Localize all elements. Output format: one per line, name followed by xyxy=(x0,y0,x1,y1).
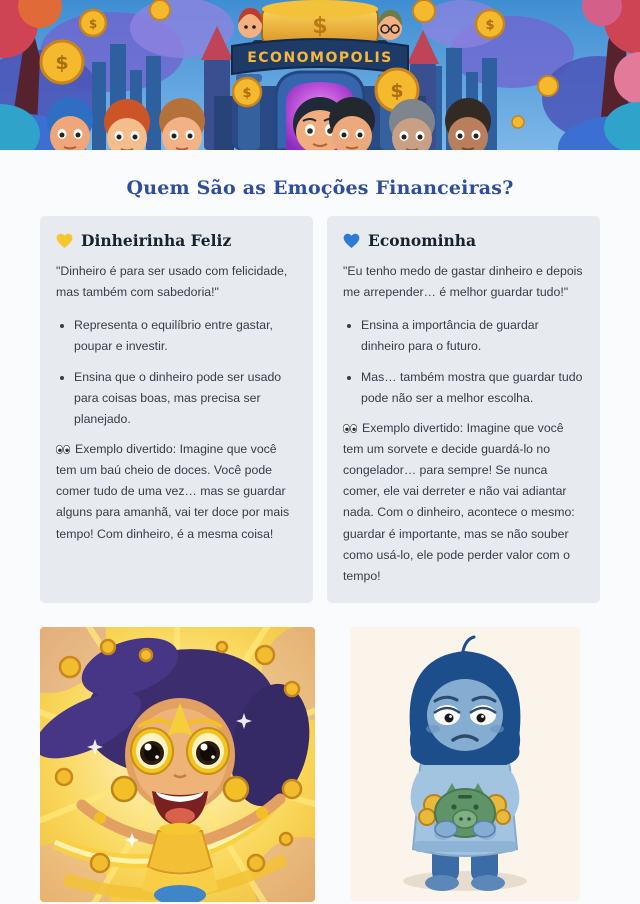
blue-heart-icon xyxy=(343,233,360,249)
coin-dollar: $ xyxy=(55,52,69,74)
kid-head xyxy=(104,99,150,150)
earring-right xyxy=(224,777,248,801)
econominha-illustration xyxy=(350,627,580,901)
dinheirinha-feliz-illustration xyxy=(40,627,315,902)
coin-dollar: $ xyxy=(390,80,404,102)
bullet-item: • Ensina a importância de guardar dinheiro para o futuro. xyxy=(361,315,584,357)
kid-head xyxy=(389,99,435,150)
coin-dollar: $ xyxy=(88,17,98,31)
example-text: Exemplo divertido: Imagine que você tem um baú cheio de doces. Você pode comer tudo de uma vez… mas se guardar alguns para amanhã, vai ter doce por mais tempo! Com dinheiro, é a mesma coisa! xyxy=(56,441,290,541)
banner-title: ECONOMOPOLIS xyxy=(247,50,393,66)
kid-head xyxy=(329,97,375,150)
header-illustration xyxy=(0,0,640,150)
kid-head xyxy=(445,98,491,150)
card-dinheirinha-feliz xyxy=(40,216,313,603)
kid-head xyxy=(47,97,93,150)
yellow-heart-icon xyxy=(56,233,73,249)
girl-eye-left xyxy=(131,728,173,774)
card-header xyxy=(56,231,297,250)
emotion-cards xyxy=(40,216,600,603)
hand-left xyxy=(435,821,457,837)
floor-shadow xyxy=(403,871,527,891)
card-example xyxy=(343,418,584,587)
chest-dollar-sign: $ xyxy=(312,14,328,39)
page-title: Quem São as Emoções Financeiras? xyxy=(126,177,514,199)
coin-dollar: $ xyxy=(242,86,252,101)
example-text: Exemplo divertido: Imagine que você tem um sorvete e decide guardá-lo no congelador… para sempre! Se nunca comer, ele vai derreter e não vai adiantar nada. Com o dinheiro, acontece o mesmo: guardar é importante, mas se não souber como usá-lo, ele pode perder valor com o tempo! xyxy=(343,420,575,583)
coin-dollar: $ xyxy=(485,18,495,33)
eyes-icon xyxy=(343,424,357,433)
card-quote: "Dinheiro é para ser usado com felicidade, mas também com sabedoria!" xyxy=(56,264,288,300)
bullet-item: • Ensina que o dinheiro pode ser usado para coisas boas, mas precisa ser planejado. xyxy=(74,367,297,430)
bullet-item: • Representa o equilíbrio entre gastar, poupar e investir. xyxy=(74,315,297,357)
eyes-icon xyxy=(56,445,70,454)
card-econominha xyxy=(327,216,600,603)
figure-right xyxy=(329,627,600,902)
card-title: Dinheirinha Feliz xyxy=(81,231,232,250)
bullet-item: • Mas… também mostra que guardar tudo pode não ser a melhor escolha. xyxy=(361,367,584,409)
card-quote: "Eu tenho medo de gastar dinheiro e depois me arrepender… é melhor guardar tudo!" xyxy=(343,264,583,300)
hand-right xyxy=(473,821,495,837)
character-illustrations xyxy=(40,627,600,902)
card-header xyxy=(343,231,584,250)
earring-left xyxy=(112,777,136,801)
card-bullet-list xyxy=(56,315,297,430)
figure-left xyxy=(40,627,315,902)
card-example xyxy=(56,439,297,545)
girl-eye-right xyxy=(187,728,229,774)
card-title: Econominha xyxy=(368,231,477,250)
card-bullet-list xyxy=(343,315,584,409)
kid-head xyxy=(159,98,205,150)
